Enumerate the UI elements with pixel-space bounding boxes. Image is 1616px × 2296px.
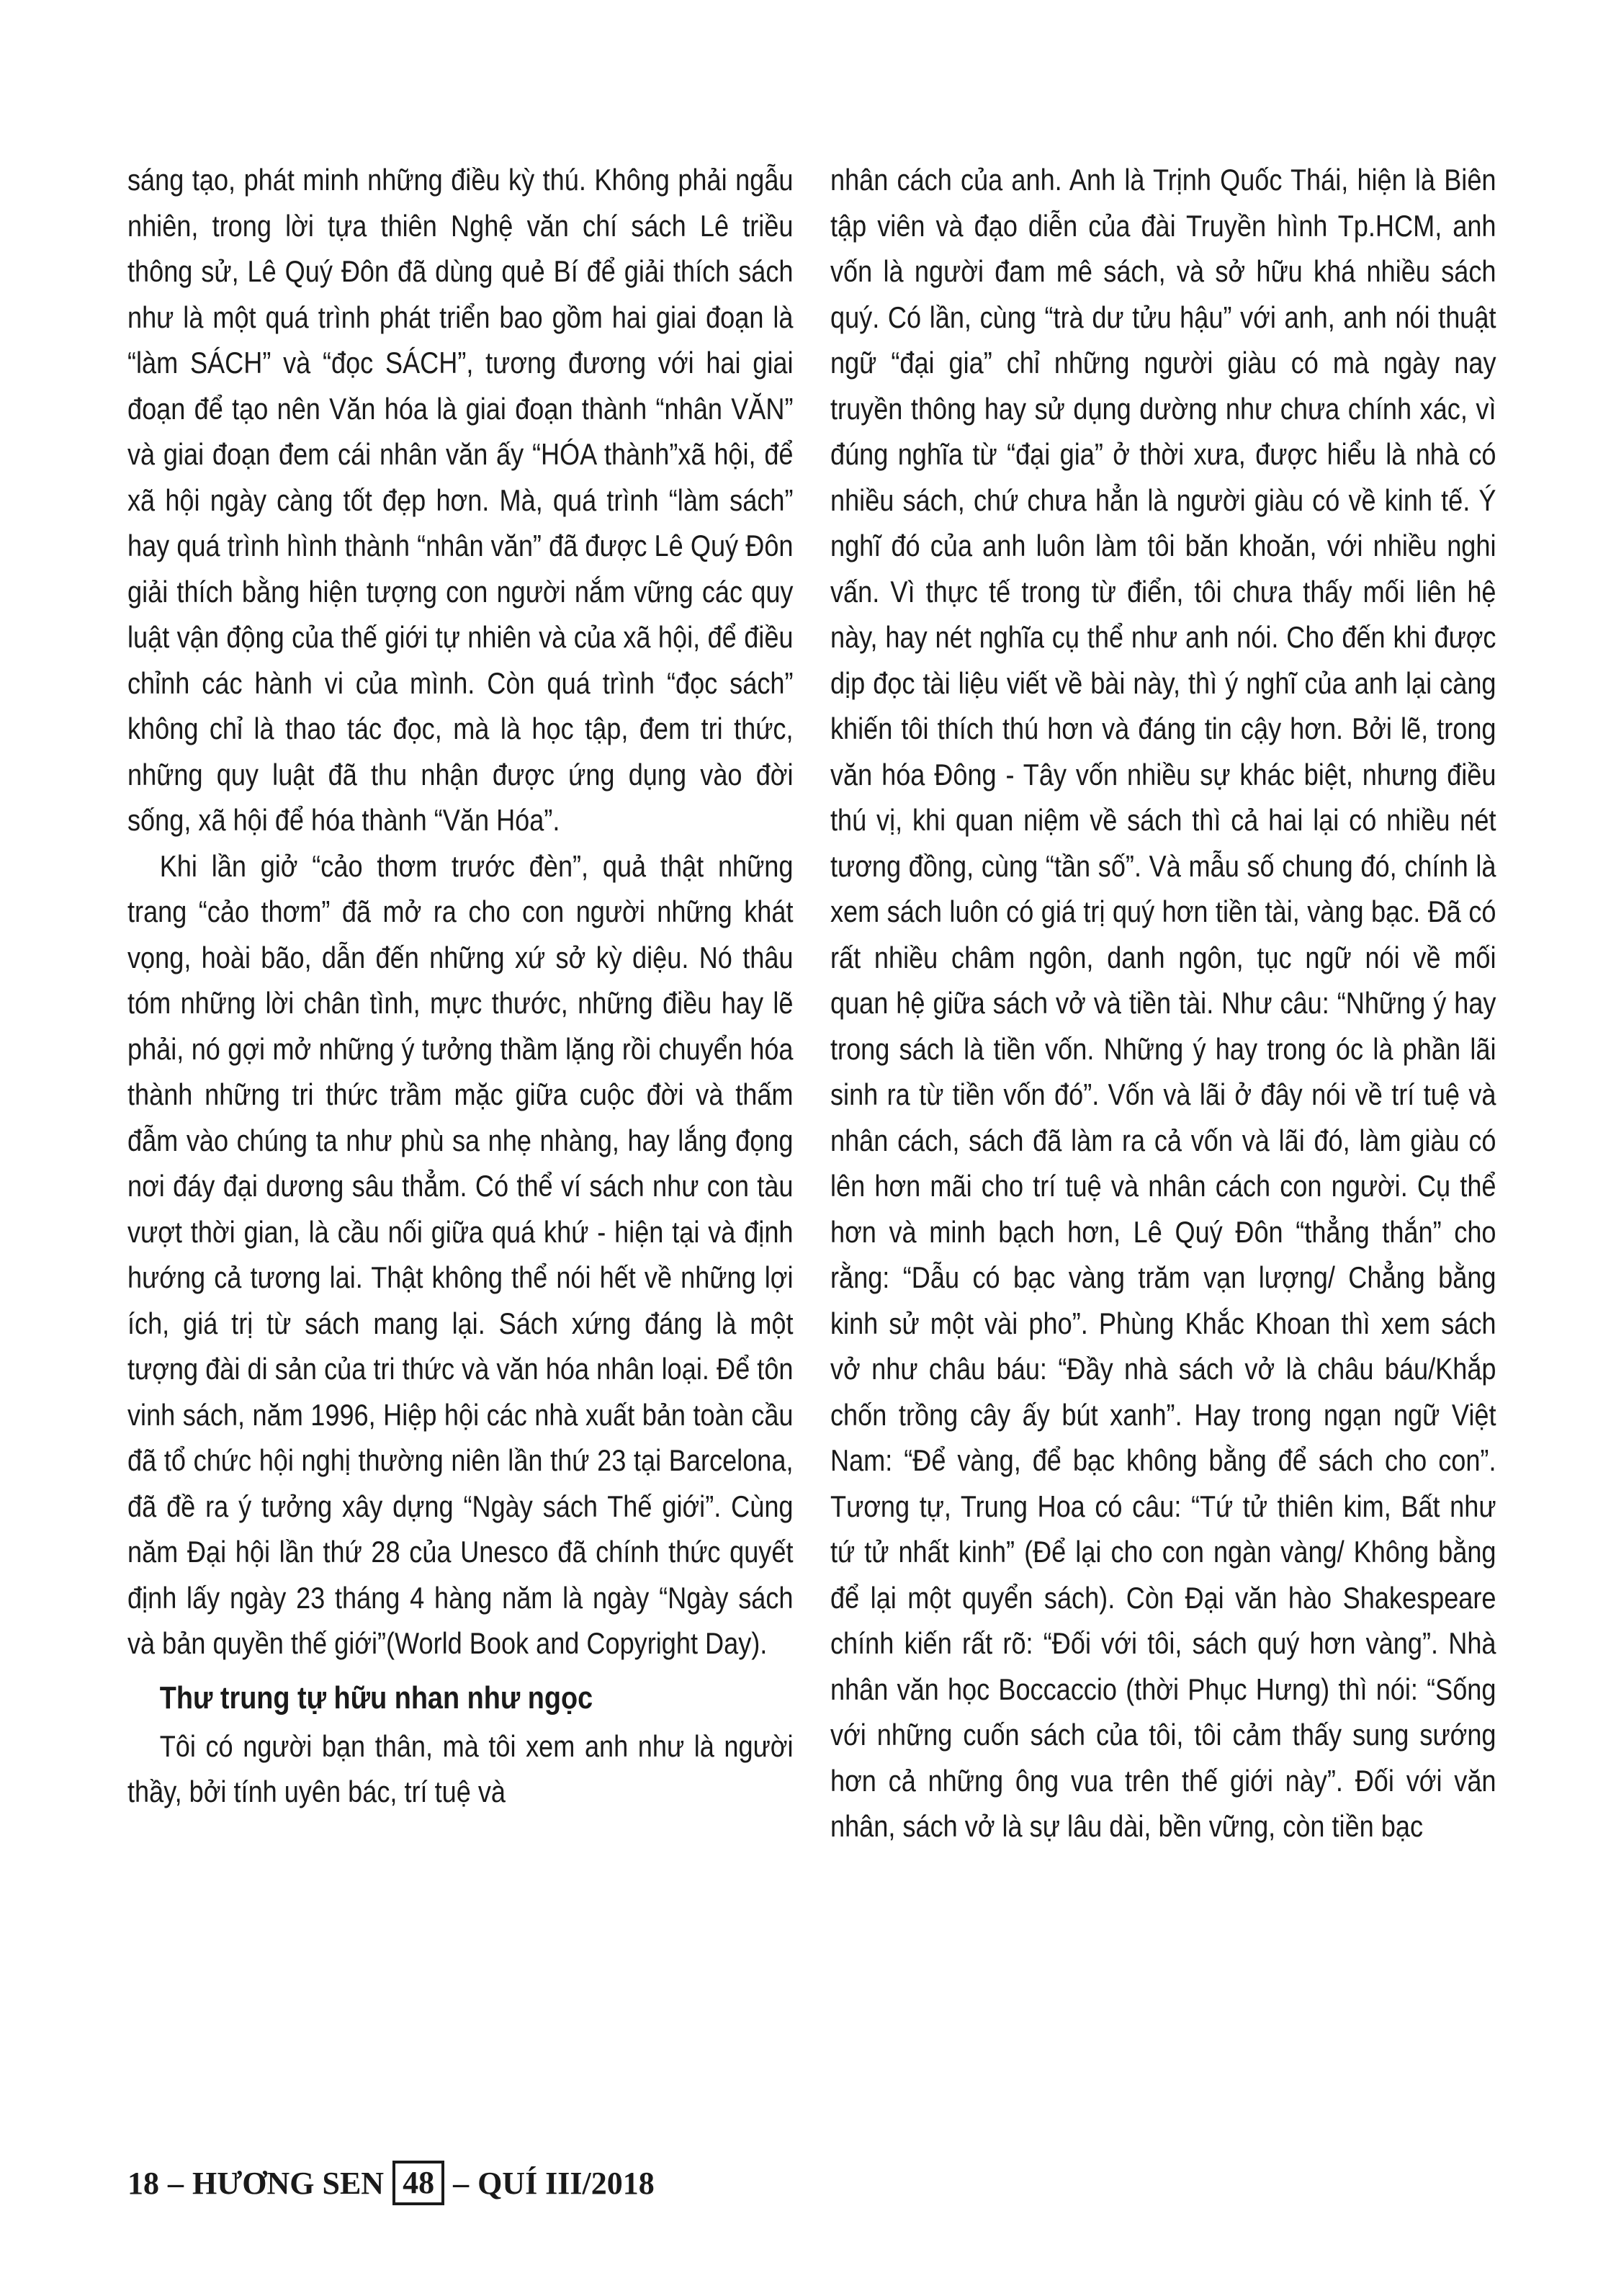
left-paragraph-3: Tôi có người bạn thân, mà tôi xem anh như là người thầy, bởi tính uyên bác, trí tuệ và xyxy=(127,1728,794,1808)
footer-dash: – xyxy=(168,2165,184,2201)
left-paragraph-2: Khi lần giở “cảo thơm trước đèn”, quả thật những trang “cảo thơm” đã mở ra cho con người những khát vọng, hoài bão, dẫn đến những xứ sở kỳ diệu. Nó thâu tóm những lời chân tình, mực thước, những điều hay lẽ phải, nó gợi mở những ý tưởng thầm lặng rồi chuyển hóa thành những tri thức trầm mặc giữa cuộc đời và thấm đẫm vào chúng ta như phù sa nhẹ nhàng, hay lắng đọng nơi đáy đại dương sâu thẳm. Có thể ví sách như con tàu vượt thời gian, là cầu nối giữa quá khứ - hiện tại và định hướng cả tương lai. Thật không thể nói hết về những lợi ích, giá trị từ sách mang lại. Sách xứng đáng là một tượng đài di sản của tri thức và văn hóa nhân loại. Để tôn vinh sách, năm 1996, Hiệp hội các nhà xuất bản toàn cầu đã tổ chức hội nghị thường niên lần thứ 23 tại Barcelona, đã đề ra ý tưởng xây dựng “Ngày sách Thế giới”. Cùng năm Đại hội lần thứ 28 của Unesco đã chính thức quyết định lấy ngày 23 tháng 4 hàng năm là ngày “Ngày sách và bản quyền thế giới”(World Book and Copyright Day). xyxy=(127,848,794,1660)
magazine-name: HƯƠNG SEN xyxy=(192,2165,385,2201)
left-column xyxy=(127,157,794,1815)
page-number: 18 xyxy=(127,2165,159,2201)
page-footer xyxy=(127,2158,655,2208)
footer-dash: – xyxy=(453,2165,470,2201)
issue-period: QUÍ III/2018 xyxy=(477,2165,655,2201)
left-paragraph-1: sáng tạo, phát minh những điều kỳ thú. Không phải ngẫu nhiên, trong lời tựa thiên Nghệ văn chí sách Lê triều thông sử, Lê Quý Đôn đã dùng quẻ Bí để giải thích sách như là một quá trình phát triển bao gồm hai giai đoạn là “làm SÁCH” và “đọc SÁCH”, tương đương với hai giai đoạn để tạo nên Văn hóa là giai đoạn thành “nhân VĂN” và giai đoạn đem cái nhân văn ấy “HÓA thành”xã hội, để xã hội ngày càng tốt đẹp hơn. Mà, quá trình “làm sách” hay quá trình hình thành “nhân văn” đã được Lê Quý Đôn giải thích bằng hiện tượng con người nắm vững các quy luật vận động của thế giới tự nhiên và của xã hội, để điều chỉnh các hành vi của mình. Còn quá trình “đọc sách” không chỉ là thao tác đọc, mà là học tập, đem tri thức, những quy luật đã thu nhận được ứng dụng vào đời sống, xã hội để hóa thành “Văn Hóa”. xyxy=(127,163,794,837)
issue-number: 48 xyxy=(392,2161,444,2205)
right-paragraph-1: nhân cách của anh. Anh là Trịnh Quốc Thái, hiện là Biên tập viên và đạo diễn của đài Truyền hình Tp.HCM, anh vốn là người đam mê sách, và sở hữu khá nhiều sách quý. Có lần, cùng “trà dư tửu hậu” với anh, anh nói thuật ngữ “đại gia” chỉ những người giàu có mà ngày nay truyền thông hay sử dụng dường như chưa chính xác, vì đúng nghĩa từ “đại gia” ở thời xưa, được hiểu là nhà có nhiều sách, chứ chưa hẳn là người giàu có về kinh tế. Ý nghĩ đó của anh luôn làm tôi băn khoăn, với nhiều nghi vấn. Vì thực tế trong từ điển, tôi chưa thấy mối liên hệ này, hay nét nghĩa cụ thể như anh nói. Cho đến khi được dịp đọc tài liệu viết về bài này, thì ý nghĩ của anh lại càng khiến tôi thích thú hơn và đáng tin cậy hơn. Bởi lẽ, trong văn hóa Đông - Tây vốn nhiều sự khác biệt, nhưng điều thú vị, khi quan niệm về sách thì cả hai lại có nhiều nét tương đồng, cùng “tần số”. Và mẫu số chung đó, chính là xem sách luôn có giá trị quý hơn tiền tài, vàng bạc. Đã có rất nhiều châm ngôn, danh ngôn, tục ngữ nói về mối quan hệ giữa sách vở và tiền tài. Như câu: “Những ý hay trong sách là tiền vốn. Những ý hay trong óc là phần lãi sinh ra từ tiền vốn đó”. Vốn và lãi ở đây nói về trí tuệ và nhân cách, sách đã làm ra cả vốn và lãi đó, làm giàu có lên hơn mãi cho trí tuệ và nhân cách con người. Cụ thể hơn và minh bạch hơn, Lê Quý Đôn “thẳng thắn” cho rằng: “Dẫu có bạc vàng trăm vạn lượng/ Chẳng bằng kinh sử một vài pho”. Phùng Khắc Khoan thì xem sách vở như châu báu: “Đầy nhà sách vở là châu báu/Khắp chốn trồng cây ấy bút xanh”. Hay trong ngạn ngữ Việt Nam: “Để vàng, để bạc không bằng để sách cho con”. Tương tự, Trung Hoa có câu: “Tứ tử thiên kim, Bất như tứ tử nhất kinh” (Để lại cho con ngàn vàng/ Không bằng để lại một quyển sách). Còn Đại văn hào Shakespeare chính kiến rất rõ: “Đối với tôi, sách quý hơn vàng”. Nhà nhân văn học Boccaccio (thời Phục Hưng) thì nói: “Sống với những cuốn sách của tôi, tôi cảm thấy sung sướng hơn cả những ông vua trên thế giới này”. Đối với văn nhân, sách vở là sự lâu dài, bền vững, còn tiền bạc xyxy=(830,163,1496,1843)
right-column xyxy=(830,157,1496,1849)
section-heading: Thư trung tự hữu nhan như ngọc xyxy=(159,1680,593,1716)
